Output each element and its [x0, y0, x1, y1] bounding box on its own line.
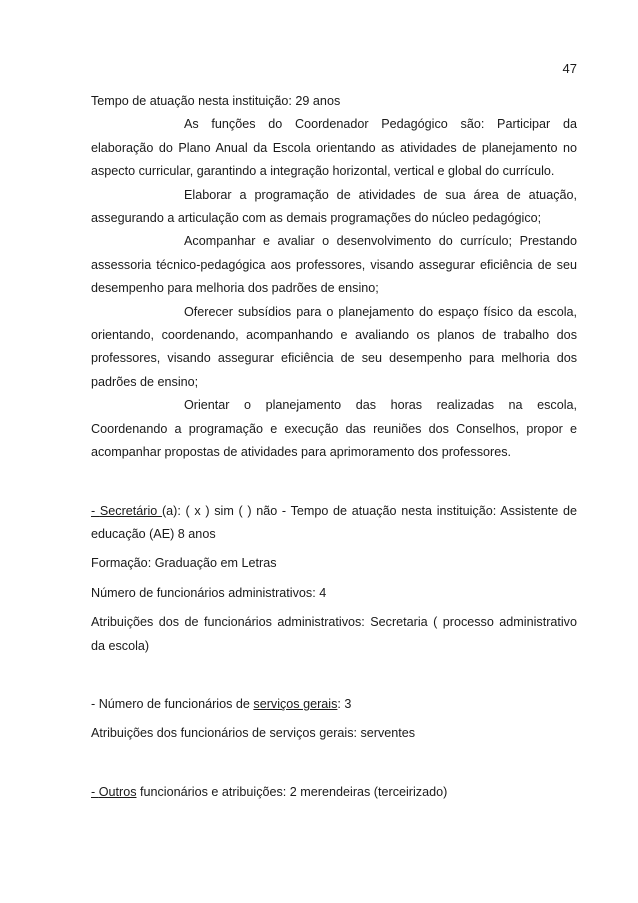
outros-line: [91, 781, 577, 804]
servicos-gerais-suffix: : 3: [337, 696, 352, 711]
atribuicoes-admin-line: Atribuições dos de funcionários administrativos: Secretaria ( processo administrativo da escola): [91, 615, 577, 653]
outros-label: Outros: [98, 784, 137, 799]
outros-prefix: -: [91, 784, 99, 799]
document-body: [91, 90, 577, 804]
tempo-atuacao-line: Tempo de atuação nesta instituição: 29 anos: [91, 94, 341, 108]
servicos-gerais-line: [91, 693, 577, 716]
secretario-rest: (a): ( x ) sim ( ) não - Tempo de atuação nesta instituição: Assistente de educação (AE) 8 anos: [91, 503, 577, 541]
secretario-prefix: -: [91, 503, 100, 518]
page-number: 47: [562, 61, 577, 76]
secretario-label: Secretário: [99, 503, 162, 518]
paragraph-elaborar: Elaborar a programação de atividades de sua área de atuação, assegurando a articulação com as demais programações do núcleo pedagógico;: [91, 187, 577, 226]
paragraph-acompanhar: Acompanhar e avaliar o desenvolvimento do currículo; Prestando assessoria técnico-pedagógica aos professores, visando assegurar eficiência de seu desempenho para melhoria dos padrões de ensino;: [91, 234, 577, 296]
secretario-line: [91, 500, 577, 547]
outros-rest: funcionários e atribuições: 2 merendeiras (terceirizado): [136, 784, 448, 799]
atribuicoes-servicos-line: Atribuições dos funcionários de serviços gerais: serventes: [91, 726, 416, 741]
servicos-gerais-prefix: - Número de funcionários de: [91, 696, 254, 711]
paragraph-orientar: Orientar o planejamento das horas realizadas na escola, Coordenando a programação e execução das reuniões dos Conselhos, propor e acompanhar propostas de atividades para aprimoramento dos professores.: [91, 398, 577, 460]
paragraph-oferecer: Oferecer subsídios para o planejamento do espaço físico da escola, orientando, coordenando, acompanhando e avaliando os planos de trabalho dos professores, visando assegurar eficiência de seu desempenho para melhoria dos padrões de ensino;: [91, 304, 577, 389]
paragraph-funcoes: As funções do Coordenador Pedagógico são: Participar da elaboração do Plano Anual da Escola orientando as atividades de planejamento no aspecto curricular, garantindo a integração horizontal, vertical e global do currículo.: [91, 117, 577, 179]
num-funcionarios-admin-line: Número de funcionários administrativos: 4: [91, 585, 327, 600]
servicos-gerais-label: serviços gerais: [253, 696, 338, 711]
formacao-line: Formação: Graduação em Letras: [91, 556, 277, 571]
